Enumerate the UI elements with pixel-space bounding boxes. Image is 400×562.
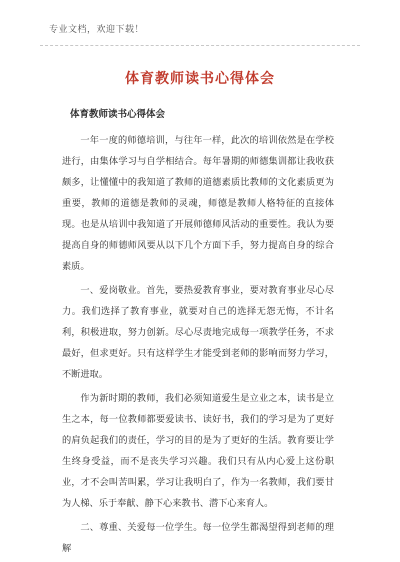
header-divider <box>40 45 360 46</box>
document-subtitle: 体育教师读书心得体会 <box>70 109 166 120</box>
paragraph: 作为新时期的教师，我们必须知道爱生是立业之本，读书是立生之本，每一位教师都要爱读书、读好书，我们的学习是为了更好的肩负起我们的责任，学习的目的是为了更好的生活。教育要让学生终身受益，而不是丧失学习兴趣。我们只有从内心爱上这份职业，才不会叫苦叫累，学习让我明白了，作为一名教师，我们要甘为人梯、乐于奉献、静下心来教书、潜下心来育人。 <box>62 393 334 509</box>
paragraph: 一年一度的师德培训，与往年一样，此次的培训依然是在学校进行，由集体学习与自学相结合。每年暑期的师德集训都让我收获颇多，让懂懂中的我知道了教师的道德素质比教师的文化素质更为重要，教师的道德是教师的灵魂，师德是教师人格特征的直接体现。也是从培训中我知道了开展师德师风活动的重要性。我认为要提高自身的师德师风要从以下几个方面下手，努力提高自身的综合素质。 <box>62 135 334 272</box>
paragraph: 二、尊重、关爱每一位学生。每一位学生都渴望得到老师的理解 <box>62 522 334 554</box>
document-body <box>62 104 334 562</box>
header-note: 专业文档，欢迎下载！ <box>49 25 145 35</box>
document-title: 体育教师读书心得体会 <box>125 71 275 87</box>
paragraph: 一、爱岗敬业。首先，要热爱教育事业，要对教育事业尽心尽力。我们选择了教育事业，就要对自己的选择无怨无悔，不计名利，积极进取，努力创新。尽心尽责地完成每一项教学任务，不求最好，但求更好。只有这样学生才能受到老师的影响而努力学习，不断进取。 <box>62 285 334 380</box>
